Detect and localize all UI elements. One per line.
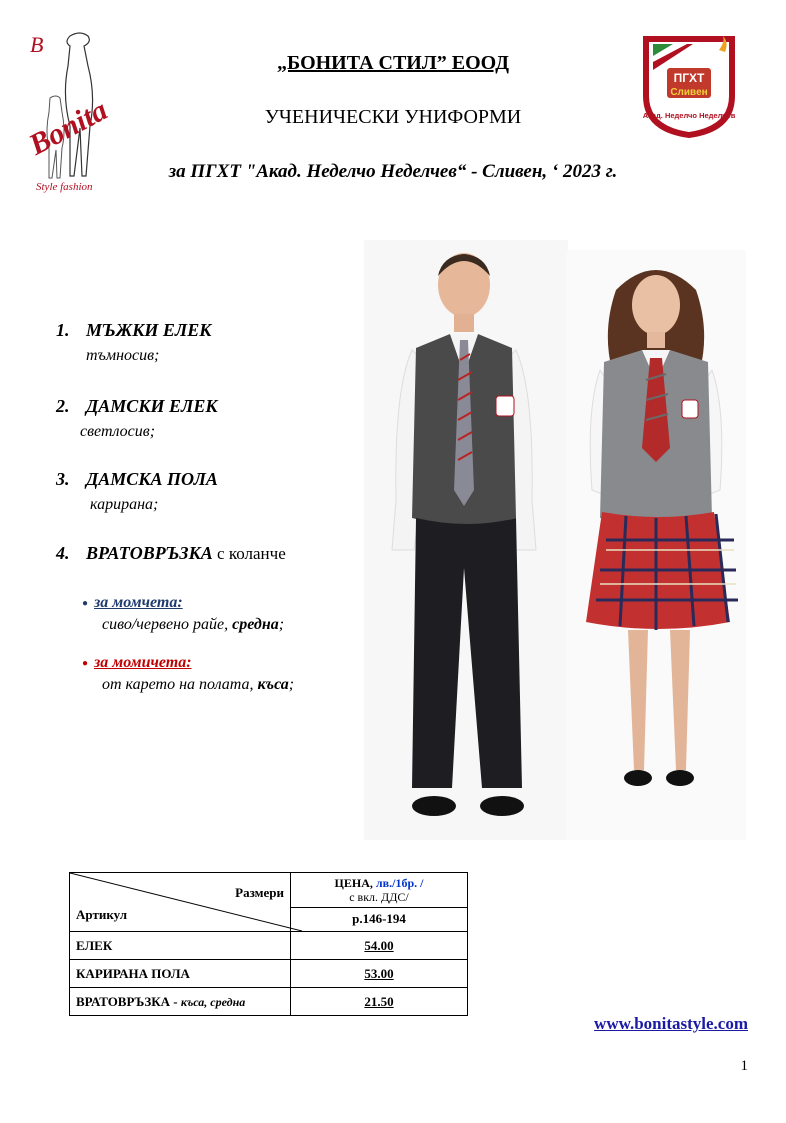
size-range: р.146-194 bbox=[291, 907, 468, 931]
company-name: „БОНИТА СТИЛ” ЕООД bbox=[276, 52, 509, 74]
girls-label: за момичета: bbox=[94, 654, 192, 671]
website-link[interactable]: www.bonitastyle.com bbox=[594, 1014, 748, 1033]
list-item: 1. МЪЖКИ ЕЛЕК тъмносив; bbox=[56, 320, 212, 364]
list-item: 2. ДАМСКИ ЕЛЕК светлосив; bbox=[56, 396, 218, 440]
price-header: ЦЕНА, лв./1бр. / с вкл. ДДС/ bbox=[291, 873, 468, 908]
item-title: ВРАТОВРЪЗКА bbox=[86, 543, 213, 563]
item-desc: светлосив; bbox=[80, 423, 156, 440]
sizes-header: Размери bbox=[235, 885, 284, 900]
list-item: 3. ДАМСКА ПОЛА карирана; bbox=[56, 469, 218, 513]
page-number: 1 bbox=[740, 1058, 748, 1074]
logo-wordmark: Bonita bbox=[23, 93, 113, 162]
emblem-abbr: ПГХТ bbox=[673, 71, 705, 85]
document-subtitle: УЧЕНИЧЕСКИ УНИФОРМИ bbox=[264, 106, 522, 128]
boys-tie-row: ● за момчета: сиво/червено райе, средна; bbox=[82, 594, 285, 633]
price-value: 53.00 bbox=[291, 960, 468, 988]
price-value: 54.00 bbox=[291, 932, 468, 960]
table-corner-header bbox=[70, 873, 291, 932]
girls-tie-row: ● за момичета: от карето на полата, къса; bbox=[82, 654, 295, 693]
price-table bbox=[69, 872, 468, 1016]
table-row: ВРАТОВРЪЗКА - къса, средна 21.50 bbox=[70, 988, 468, 1016]
table-row: КАРИРАНА ПОЛА 53.00 bbox=[70, 960, 468, 988]
price-value: 21.50 bbox=[291, 988, 468, 1016]
item-desc: тъмносив; bbox=[86, 347, 160, 364]
article-header: Артикул bbox=[76, 907, 128, 922]
item-title: ДАМСКА ПОЛА bbox=[86, 469, 218, 489]
boys-label: за момчета: bbox=[94, 594, 183, 611]
boy-uniform-photo bbox=[364, 240, 568, 840]
list-item: 4. ВРАТОВРЪЗКА с коланче bbox=[56, 543, 286, 563]
table-row: ЕЛЕК 54.00 bbox=[70, 932, 468, 960]
emblem-city: Сливен bbox=[670, 87, 708, 98]
item-title-suffix: с коланче bbox=[212, 544, 286, 563]
item-desc: карирана; bbox=[90, 496, 159, 513]
logo-letter: B bbox=[30, 32, 44, 57]
item-title: МЪЖКИ ЕЛЕК bbox=[86, 320, 212, 340]
emblem-ring: Акад. Неделчо Неделчев bbox=[642, 111, 736, 120]
school-line: за ПГХТ "Акад. Неделчо Неделчев“ - Сливен, ‘ 2023 г. bbox=[168, 161, 618, 182]
logo-tagline: Style fashion bbox=[36, 181, 93, 193]
item-title: ДАМСКИ ЕЛЕК bbox=[86, 396, 218, 416]
girl-uniform-photo bbox=[566, 250, 746, 840]
